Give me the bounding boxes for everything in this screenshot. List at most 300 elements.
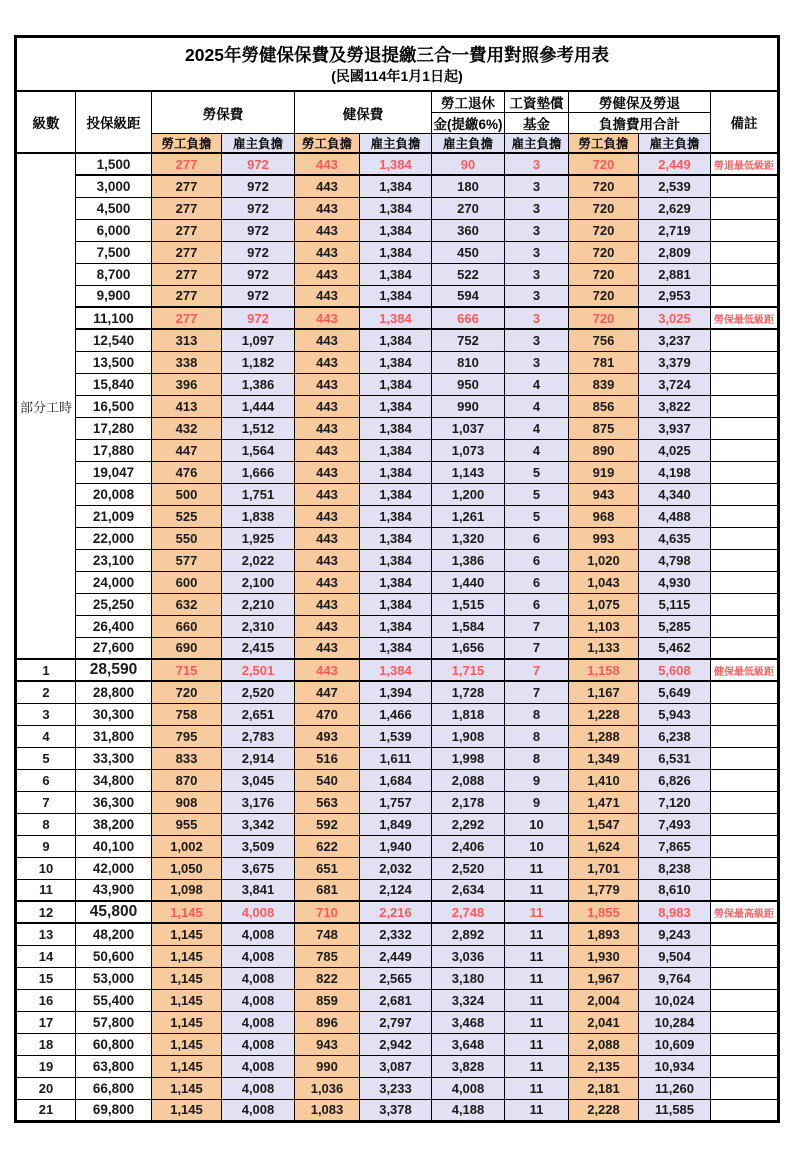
value-cell: 4,798 (639, 549, 711, 571)
value-cell: 3,180 (432, 967, 505, 989)
salary-bracket-cell: 25,250 (76, 593, 152, 615)
remark-cell: 勞保最高級距 (711, 901, 779, 923)
value-cell: 443 (295, 461, 360, 483)
value-cell: 443 (295, 263, 360, 285)
table-row (16, 219, 779, 241)
table-row (16, 747, 779, 769)
table-row (16, 1033, 779, 1055)
value-cell: 993 (569, 527, 639, 549)
value-cell: 1,261 (432, 505, 505, 527)
remark-cell (711, 791, 779, 813)
value-cell: 277 (152, 219, 222, 241)
value-cell: 1,701 (569, 857, 639, 879)
value-cell: 500 (152, 483, 222, 505)
value-cell: 4,198 (639, 461, 711, 483)
value-cell: 859 (295, 989, 360, 1011)
value-cell: 11 (505, 1077, 569, 1099)
value-cell: 781 (569, 351, 639, 373)
value-cell: 1,349 (569, 747, 639, 769)
header-group-row-1 (16, 91, 779, 113)
value-cell: 5 (505, 461, 569, 483)
value-cell: 4,488 (639, 505, 711, 527)
salary-bracket-cell: 31,800 (76, 725, 152, 747)
value-cell: 1,384 (360, 483, 432, 505)
value-cell: 1,440 (432, 571, 505, 593)
value-cell: 3 (505, 219, 569, 241)
value-cell: 3 (505, 153, 569, 175)
value-cell: 1,020 (569, 549, 639, 571)
table-row (16, 263, 779, 285)
level-cell: 5 (16, 747, 76, 769)
value-cell: 11 (505, 1011, 569, 1033)
value-cell: 2,228 (569, 1099, 639, 1121)
value-cell: 396 (152, 373, 222, 395)
value-cell: 180 (432, 175, 505, 197)
value-cell: 1,384 (360, 197, 432, 219)
value-cell: 1,940 (360, 835, 432, 857)
value-cell: 11 (505, 945, 569, 967)
value-cell: 919 (569, 461, 639, 483)
value-cell: 3,841 (222, 879, 295, 901)
remark-cell (711, 351, 779, 373)
value-cell: 1,539 (360, 725, 432, 747)
value-cell: 1,384 (360, 417, 432, 439)
value-cell: 443 (295, 153, 360, 175)
value-cell: 1,386 (222, 373, 295, 395)
value-cell: 972 (222, 153, 295, 175)
value-cell: 3,648 (432, 1033, 505, 1055)
value-cell: 2,892 (432, 923, 505, 945)
value-cell: 720 (569, 175, 639, 197)
value-cell: 3,342 (222, 813, 295, 835)
value-cell: 2,942 (360, 1033, 432, 1055)
value-cell: 6 (505, 571, 569, 593)
value-cell: 277 (152, 307, 222, 329)
value-cell: 360 (432, 219, 505, 241)
title-row (16, 37, 779, 92)
value-cell: 600 (152, 571, 222, 593)
value-cell: 2,914 (222, 747, 295, 769)
value-cell: 3,937 (639, 417, 711, 439)
value-cell: 1,145 (152, 1011, 222, 1033)
salary-bracket-cell: 69,800 (76, 1099, 152, 1121)
value-cell: 3,233 (360, 1077, 432, 1099)
value-cell: 2,520 (432, 857, 505, 879)
value-cell: 277 (152, 263, 222, 285)
value-cell: 3 (505, 241, 569, 263)
value-cell: 277 (152, 197, 222, 219)
table-row (16, 1011, 779, 1033)
value-cell: 4,008 (222, 1033, 295, 1055)
header-labor-insurance: 勞保費 (152, 91, 295, 134)
value-cell: 592 (295, 813, 360, 835)
value-cell: 2,181 (569, 1077, 639, 1099)
value-cell: 443 (295, 637, 360, 659)
header-pension-line2: 金(提繳6%) (432, 113, 505, 134)
table-row (16, 769, 779, 791)
salary-bracket-cell: 28,800 (76, 681, 152, 703)
value-cell: 1,656 (432, 637, 505, 659)
value-cell: 7,493 (639, 813, 711, 835)
value-cell: 4,930 (639, 571, 711, 593)
subheader-pension-employer: 雇主負擔 (432, 134, 505, 154)
salary-bracket-cell: 22,000 (76, 527, 152, 549)
value-cell: 1,384 (360, 637, 432, 659)
value-cell: 443 (295, 483, 360, 505)
salary-bracket-cell: 43,900 (76, 879, 152, 901)
value-cell: 11 (505, 923, 569, 945)
table-row (16, 725, 779, 747)
value-cell: 720 (569, 263, 639, 285)
value-cell: 1,145 (152, 989, 222, 1011)
value-cell: 2,100 (222, 571, 295, 593)
value-cell: 2,088 (569, 1033, 639, 1055)
value-cell: 870 (152, 769, 222, 791)
value-cell: 6,826 (639, 769, 711, 791)
value-cell: 810 (432, 351, 505, 373)
level-group-part-time: 部分工時 (16, 153, 76, 659)
value-cell: 2,449 (639, 153, 711, 175)
value-cell: 338 (152, 351, 222, 373)
value-cell: 3 (505, 263, 569, 285)
header-health-insurance: 健保費 (295, 91, 432, 134)
value-cell: 1,145 (152, 967, 222, 989)
remark-cell (711, 439, 779, 461)
value-cell: 4 (505, 417, 569, 439)
value-cell: 632 (152, 593, 222, 615)
salary-bracket-cell: 16,500 (76, 395, 152, 417)
remark-cell (711, 505, 779, 527)
value-cell: 955 (152, 813, 222, 835)
remark-cell (711, 835, 779, 857)
remark-cell (711, 681, 779, 703)
value-cell: 522 (432, 263, 505, 285)
level-cell: 4 (16, 725, 76, 747)
remark-cell (711, 1033, 779, 1055)
level-cell: 9 (16, 835, 76, 857)
value-cell: 2,292 (432, 813, 505, 835)
value-cell: 3 (505, 329, 569, 351)
level-cell: 2 (16, 681, 76, 703)
remark-cell (711, 329, 779, 351)
value-cell: 7,120 (639, 791, 711, 813)
salary-bracket-cell: 34,800 (76, 769, 152, 791)
value-cell: 313 (152, 329, 222, 351)
value-cell: 8 (505, 747, 569, 769)
value-cell: 1,547 (569, 813, 639, 835)
value-cell: 822 (295, 967, 360, 989)
table-row (16, 989, 779, 1011)
level-cell: 10 (16, 857, 76, 879)
remark-cell (711, 725, 779, 747)
value-cell: 2,629 (639, 197, 711, 219)
salary-bracket-cell: 48,200 (76, 923, 152, 945)
value-cell: 856 (569, 395, 639, 417)
level-cell: 17 (16, 1011, 76, 1033)
remark-cell (711, 857, 779, 879)
value-cell: 4 (505, 439, 569, 461)
value-cell: 1,855 (569, 901, 639, 923)
salary-bracket-cell: 42,000 (76, 857, 152, 879)
subheader-total-employer: 雇主負擔 (639, 134, 711, 154)
value-cell: 6 (505, 527, 569, 549)
table-row (16, 527, 779, 549)
value-cell: 1,849 (360, 813, 432, 835)
header-pension-line1: 勞工退休 (432, 91, 505, 113)
salary-bracket-cell: 38,200 (76, 813, 152, 835)
level-cell: 7 (16, 791, 76, 813)
salary-bracket-cell: 33,300 (76, 747, 152, 769)
value-cell: 1,103 (569, 615, 639, 637)
value-cell: 1,145 (152, 1033, 222, 1055)
value-cell: 4,008 (222, 901, 295, 923)
value-cell: 1,384 (360, 615, 432, 637)
value-cell: 1,779 (569, 879, 639, 901)
value-cell: 2,022 (222, 549, 295, 571)
value-cell: 443 (295, 285, 360, 307)
remark-cell (711, 285, 779, 307)
level-cell: 14 (16, 945, 76, 967)
value-cell: 1,384 (360, 153, 432, 175)
value-cell: 2,953 (639, 285, 711, 307)
table-row (16, 241, 779, 263)
value-cell: 8,610 (639, 879, 711, 901)
value-cell: 1,444 (222, 395, 295, 417)
value-cell: 3,675 (222, 857, 295, 879)
value-cell: 5,608 (639, 659, 711, 681)
value-cell: 720 (569, 307, 639, 329)
value-cell: 2,565 (360, 967, 432, 989)
value-cell: 1,145 (152, 1055, 222, 1077)
header-total-line2: 負擔費用合計 (569, 113, 711, 134)
value-cell: 1,611 (360, 747, 432, 769)
value-cell: 11 (505, 1033, 569, 1055)
value-cell: 660 (152, 615, 222, 637)
value-cell: 720 (152, 681, 222, 703)
value-cell: 1,384 (360, 241, 432, 263)
value-cell: 748 (295, 923, 360, 945)
value-cell: 277 (152, 153, 222, 175)
value-cell: 11,260 (639, 1077, 711, 1099)
salary-bracket-cell: 57,800 (76, 1011, 152, 1033)
value-cell: 11 (505, 901, 569, 923)
value-cell: 476 (152, 461, 222, 483)
level-cell: 15 (16, 967, 76, 989)
value-cell: 447 (295, 681, 360, 703)
table-row (16, 703, 779, 725)
subheader-li-employer: 雇主負擔 (222, 134, 295, 154)
salary-bracket-cell: 36,300 (76, 791, 152, 813)
value-cell: 594 (432, 285, 505, 307)
value-cell: 690 (152, 637, 222, 659)
value-cell: 2,332 (360, 923, 432, 945)
value-cell: 1,838 (222, 505, 295, 527)
remark-cell: 健保最低級距 (711, 659, 779, 681)
value-cell: 1,466 (360, 703, 432, 725)
subheader-fund-employer: 雇主負擔 (505, 134, 569, 154)
remark-cell (711, 263, 779, 285)
salary-bracket-cell: 23,100 (76, 549, 152, 571)
value-cell: 413 (152, 395, 222, 417)
value-cell: 4,008 (432, 1077, 505, 1099)
value-cell: 1,512 (222, 417, 295, 439)
value-cell: 1,925 (222, 527, 295, 549)
value-cell: 3,468 (432, 1011, 505, 1033)
value-cell: 1,043 (569, 571, 639, 593)
remark-cell (711, 1077, 779, 1099)
value-cell: 1,145 (152, 945, 222, 967)
salary-bracket-cell: 24,000 (76, 571, 152, 593)
value-cell: 2,135 (569, 1055, 639, 1077)
remark-cell (711, 549, 779, 571)
value-cell: 972 (222, 175, 295, 197)
level-cell: 12 (16, 901, 76, 923)
value-cell: 443 (295, 615, 360, 637)
table-row (16, 923, 779, 945)
salary-bracket-cell: 17,880 (76, 439, 152, 461)
level-cell: 18 (16, 1033, 76, 1055)
remark-cell (711, 219, 779, 241)
value-cell: 1,002 (152, 835, 222, 857)
value-cell: 270 (432, 197, 505, 219)
value-cell: 720 (569, 219, 639, 241)
remark-cell (711, 175, 779, 197)
value-cell: 1,167 (569, 681, 639, 703)
table-row (16, 461, 779, 483)
value-cell: 2,783 (222, 725, 295, 747)
value-cell: 3,724 (639, 373, 711, 395)
value-cell: 1,145 (152, 1099, 222, 1121)
salary-bracket-cell: 21,009 (76, 505, 152, 527)
value-cell: 1,818 (432, 703, 505, 725)
value-cell: 6 (505, 549, 569, 571)
salary-bracket-cell: 13,500 (76, 351, 152, 373)
table-row (16, 549, 779, 571)
remark-cell (711, 483, 779, 505)
value-cell: 1,386 (432, 549, 505, 571)
value-cell: 2,406 (432, 835, 505, 857)
value-cell: 10 (505, 813, 569, 835)
value-cell: 890 (569, 439, 639, 461)
value-cell: 1,410 (569, 769, 639, 791)
value-cell: 1,394 (360, 681, 432, 703)
value-cell: 4,008 (222, 967, 295, 989)
value-cell: 443 (295, 329, 360, 351)
salary-bracket-cell: 8,700 (76, 263, 152, 285)
value-cell: 443 (295, 571, 360, 593)
value-cell: 752 (432, 329, 505, 351)
value-cell: 795 (152, 725, 222, 747)
value-cell: 3,379 (639, 351, 711, 373)
value-cell: 1,320 (432, 527, 505, 549)
value-cell: 3,025 (639, 307, 711, 329)
value-cell: 1,145 (152, 901, 222, 923)
page-subtitle: (民國114年1月1日起) (331, 68, 463, 85)
value-cell: 972 (222, 285, 295, 307)
value-cell: 2,809 (639, 241, 711, 263)
table-row (16, 835, 779, 857)
value-cell: 720 (569, 153, 639, 175)
value-cell: 5 (505, 505, 569, 527)
value-cell: 8,238 (639, 857, 711, 879)
value-cell: 1,751 (222, 483, 295, 505)
value-cell: 666 (432, 307, 505, 329)
value-cell: 2,520 (222, 681, 295, 703)
value-cell: 972 (222, 219, 295, 241)
value-cell: 9,243 (639, 923, 711, 945)
value-cell: 4,340 (639, 483, 711, 505)
salary-bracket-cell: 28,590 (76, 659, 152, 681)
remark-cell (711, 989, 779, 1011)
value-cell: 277 (152, 241, 222, 263)
value-cell: 443 (295, 197, 360, 219)
table-row (16, 571, 779, 593)
value-cell: 908 (152, 791, 222, 813)
value-cell: 4,025 (639, 439, 711, 461)
value-cell: 1,584 (432, 615, 505, 637)
value-cell: 443 (295, 659, 360, 681)
value-cell: 1,073 (432, 439, 505, 461)
remark-cell: 勞退最低級距 (711, 153, 779, 175)
value-cell: 785 (295, 945, 360, 967)
value-cell: 1,050 (152, 857, 222, 879)
value-cell: 443 (295, 307, 360, 329)
value-cell: 443 (295, 219, 360, 241)
value-cell: 1,384 (360, 175, 432, 197)
value-cell: 3 (505, 285, 569, 307)
remark-cell (711, 923, 779, 945)
value-cell: 3 (505, 351, 569, 373)
header-salary-bracket: 投保級距 (76, 91, 152, 153)
value-cell: 277 (152, 285, 222, 307)
table-row (16, 505, 779, 527)
value-cell: 4 (505, 373, 569, 395)
value-cell: 1,075 (569, 593, 639, 615)
value-cell: 11 (505, 967, 569, 989)
value-cell: 4,008 (222, 1077, 295, 1099)
table-row (16, 285, 779, 307)
value-cell: 443 (295, 549, 360, 571)
value-cell: 622 (295, 835, 360, 857)
value-cell: 1,384 (360, 329, 432, 351)
value-cell: 990 (295, 1055, 360, 1077)
value-cell: 2,719 (639, 219, 711, 241)
remark-cell (711, 615, 779, 637)
value-cell: 540 (295, 769, 360, 791)
remark-cell (711, 637, 779, 659)
value-cell: 2,178 (432, 791, 505, 813)
value-cell: 1,384 (360, 461, 432, 483)
value-cell: 1,624 (569, 835, 639, 857)
value-cell: 1,728 (432, 681, 505, 703)
remark-cell (711, 1099, 779, 1121)
value-cell: 1,384 (360, 571, 432, 593)
value-cell: 756 (569, 329, 639, 351)
table-row (16, 879, 779, 901)
table-row (16, 659, 779, 681)
value-cell: 3,324 (432, 989, 505, 1011)
value-cell: 1,036 (295, 1077, 360, 1099)
table-row (16, 813, 779, 835)
value-cell: 715 (152, 659, 222, 681)
value-cell: 9 (505, 769, 569, 791)
remark-cell (711, 879, 779, 901)
value-cell: 896 (295, 1011, 360, 1033)
value-cell: 7 (505, 659, 569, 681)
salary-bracket-cell: 12,540 (76, 329, 152, 351)
table-row (16, 197, 779, 219)
value-cell: 1,384 (360, 373, 432, 395)
